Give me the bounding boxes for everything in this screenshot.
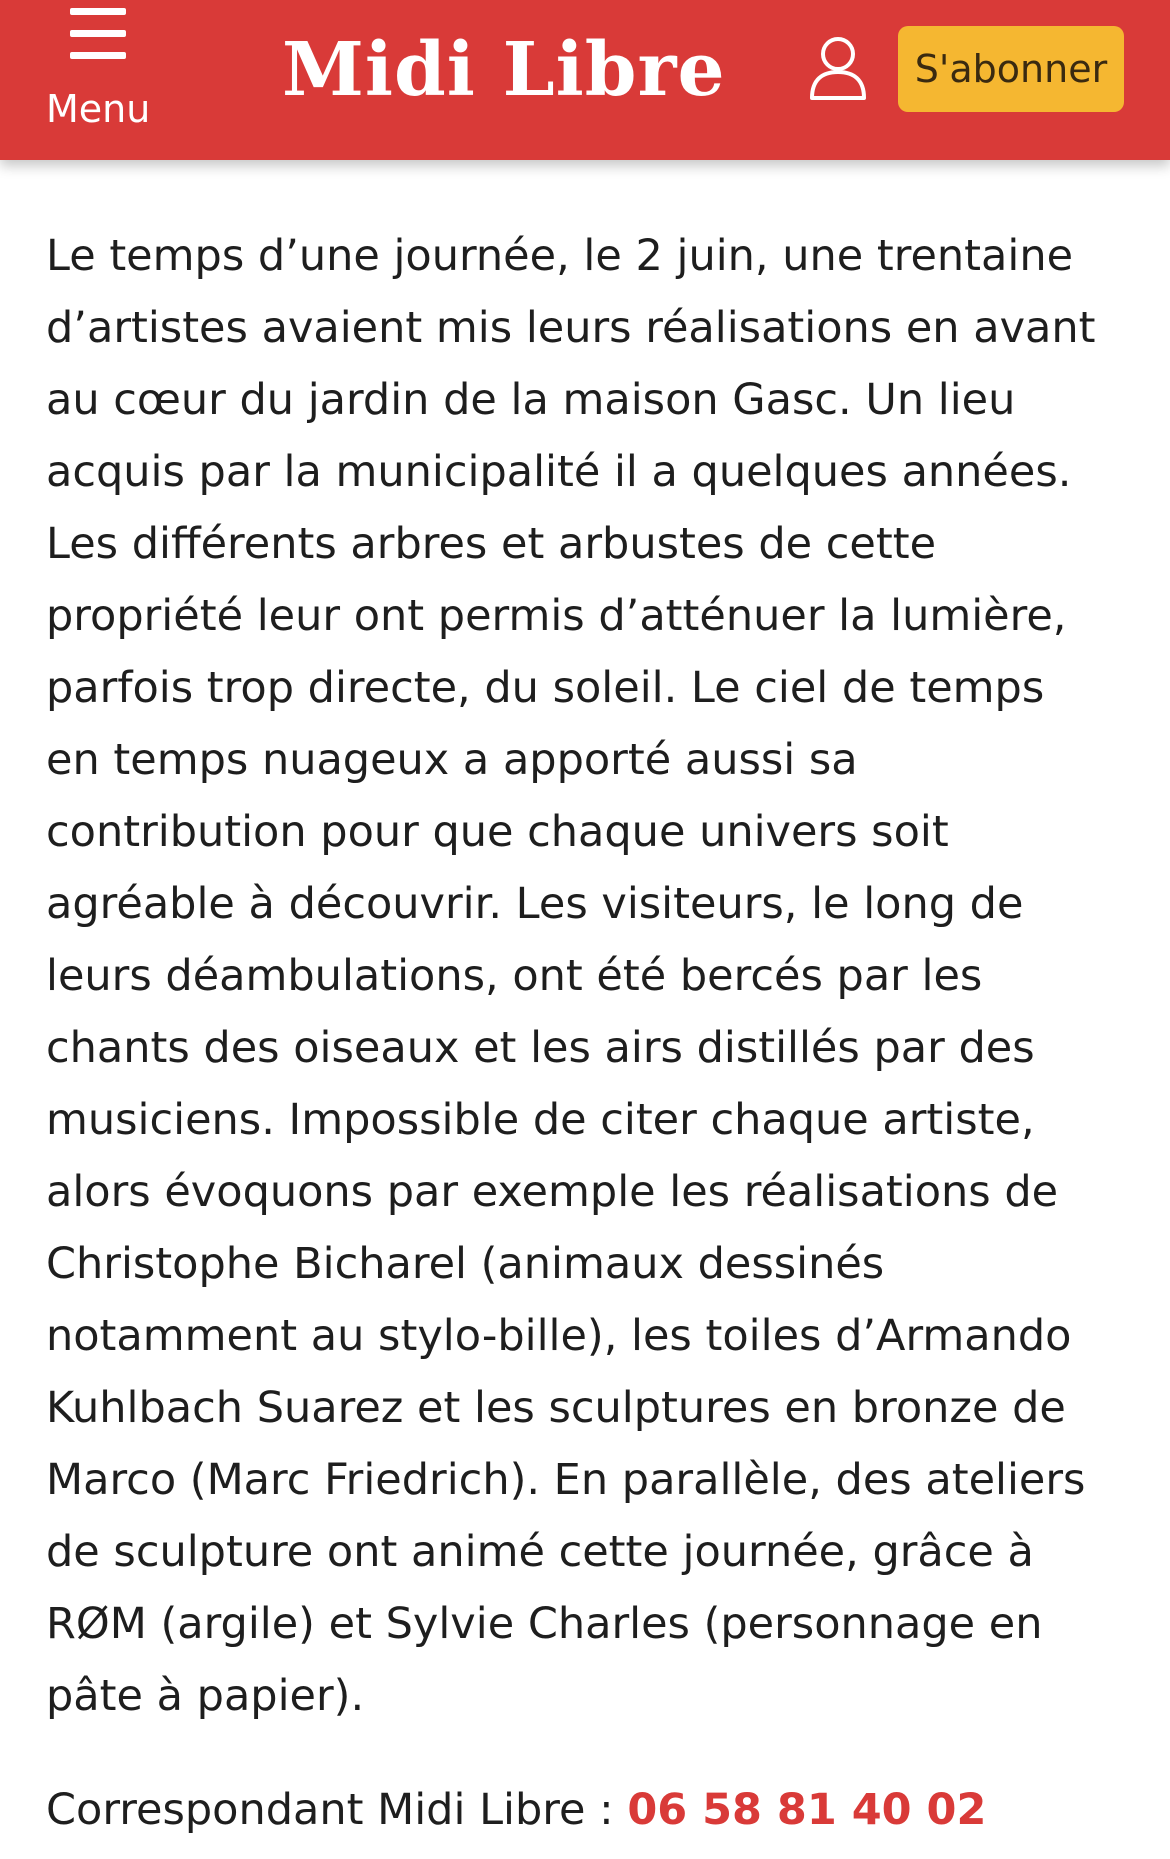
correspondent-credit [46, 1775, 986, 1845]
hamburger-icon [70, 8, 126, 60]
article-line: Marco (Marc Friedrich). En parallèle, des ateliers [46, 1455, 1086, 1505]
correspondent-label: Correspondant Midi Libre : [46, 1785, 628, 1835]
article-line: Christophe Bicharel (animaux dessinés [46, 1239, 885, 1289]
article-line: pâte à papier). [46, 1671, 365, 1721]
account-button[interactable] [808, 34, 868, 102]
site-header [0, 0, 1170, 160]
article-line: en temps nuageux a apporté aussi sa [46, 735, 858, 785]
article-line: leurs déambulations, ont été bercés par les [46, 951, 983, 1001]
article-line: RØM (argile) et Sylvie Charles (personnage en [46, 1599, 1043, 1649]
article-line: Kuhlbach Suarez et les sculptures en bronze de [46, 1383, 1066, 1433]
article-line: musiciens. Impossible de citer chaque artiste, [46, 1095, 1035, 1145]
article-line: agréable à découvrir. Les visiteurs, le long de [46, 879, 1024, 929]
article-line: chants des oiseaux et les airs distillés par des [46, 1023, 1035, 1073]
correspondent-phone-link[interactable]: 06 58 81 40 02 [627, 1785, 987, 1835]
article-line: notamment au stylo-bille), les toiles d’Armando [46, 1311, 1072, 1361]
article-line: au cœur du jardin de la maison Gasc. Un lieu [46, 375, 1016, 425]
user-icon [808, 34, 868, 102]
article-line: d’artistes avaient mis leurs réalisations en avant [46, 303, 1096, 353]
article-line: de sculpture ont animé cette journée, grâce à [46, 1527, 1034, 1577]
menu-label: Menu [46, 87, 151, 131]
article-line: contribution pour que chaque univers soit [46, 807, 949, 857]
subscribe-button[interactable]: S'abonner [898, 26, 1124, 112]
article-line: Le temps d’une journée, le 2 juin, une trentaine [46, 231, 1074, 281]
article-body [46, 220, 1130, 1732]
site-logo[interactable]: Midi Libre [282, 27, 726, 113]
article-line: Les différents arbres et arbustes de cette [46, 519, 937, 569]
article-line: parfois trop directe, du soleil. Le ciel de temps [46, 663, 1045, 713]
menu-button[interactable] [40, 0, 155, 160]
article-line: acquis par la municipalité il a quelques années. [46, 447, 1072, 497]
article-line: alors évoquons par exemple les réalisations de [46, 1167, 1059, 1217]
article-line: propriété leur ont permis d’atténuer la lumière, [46, 591, 1067, 641]
